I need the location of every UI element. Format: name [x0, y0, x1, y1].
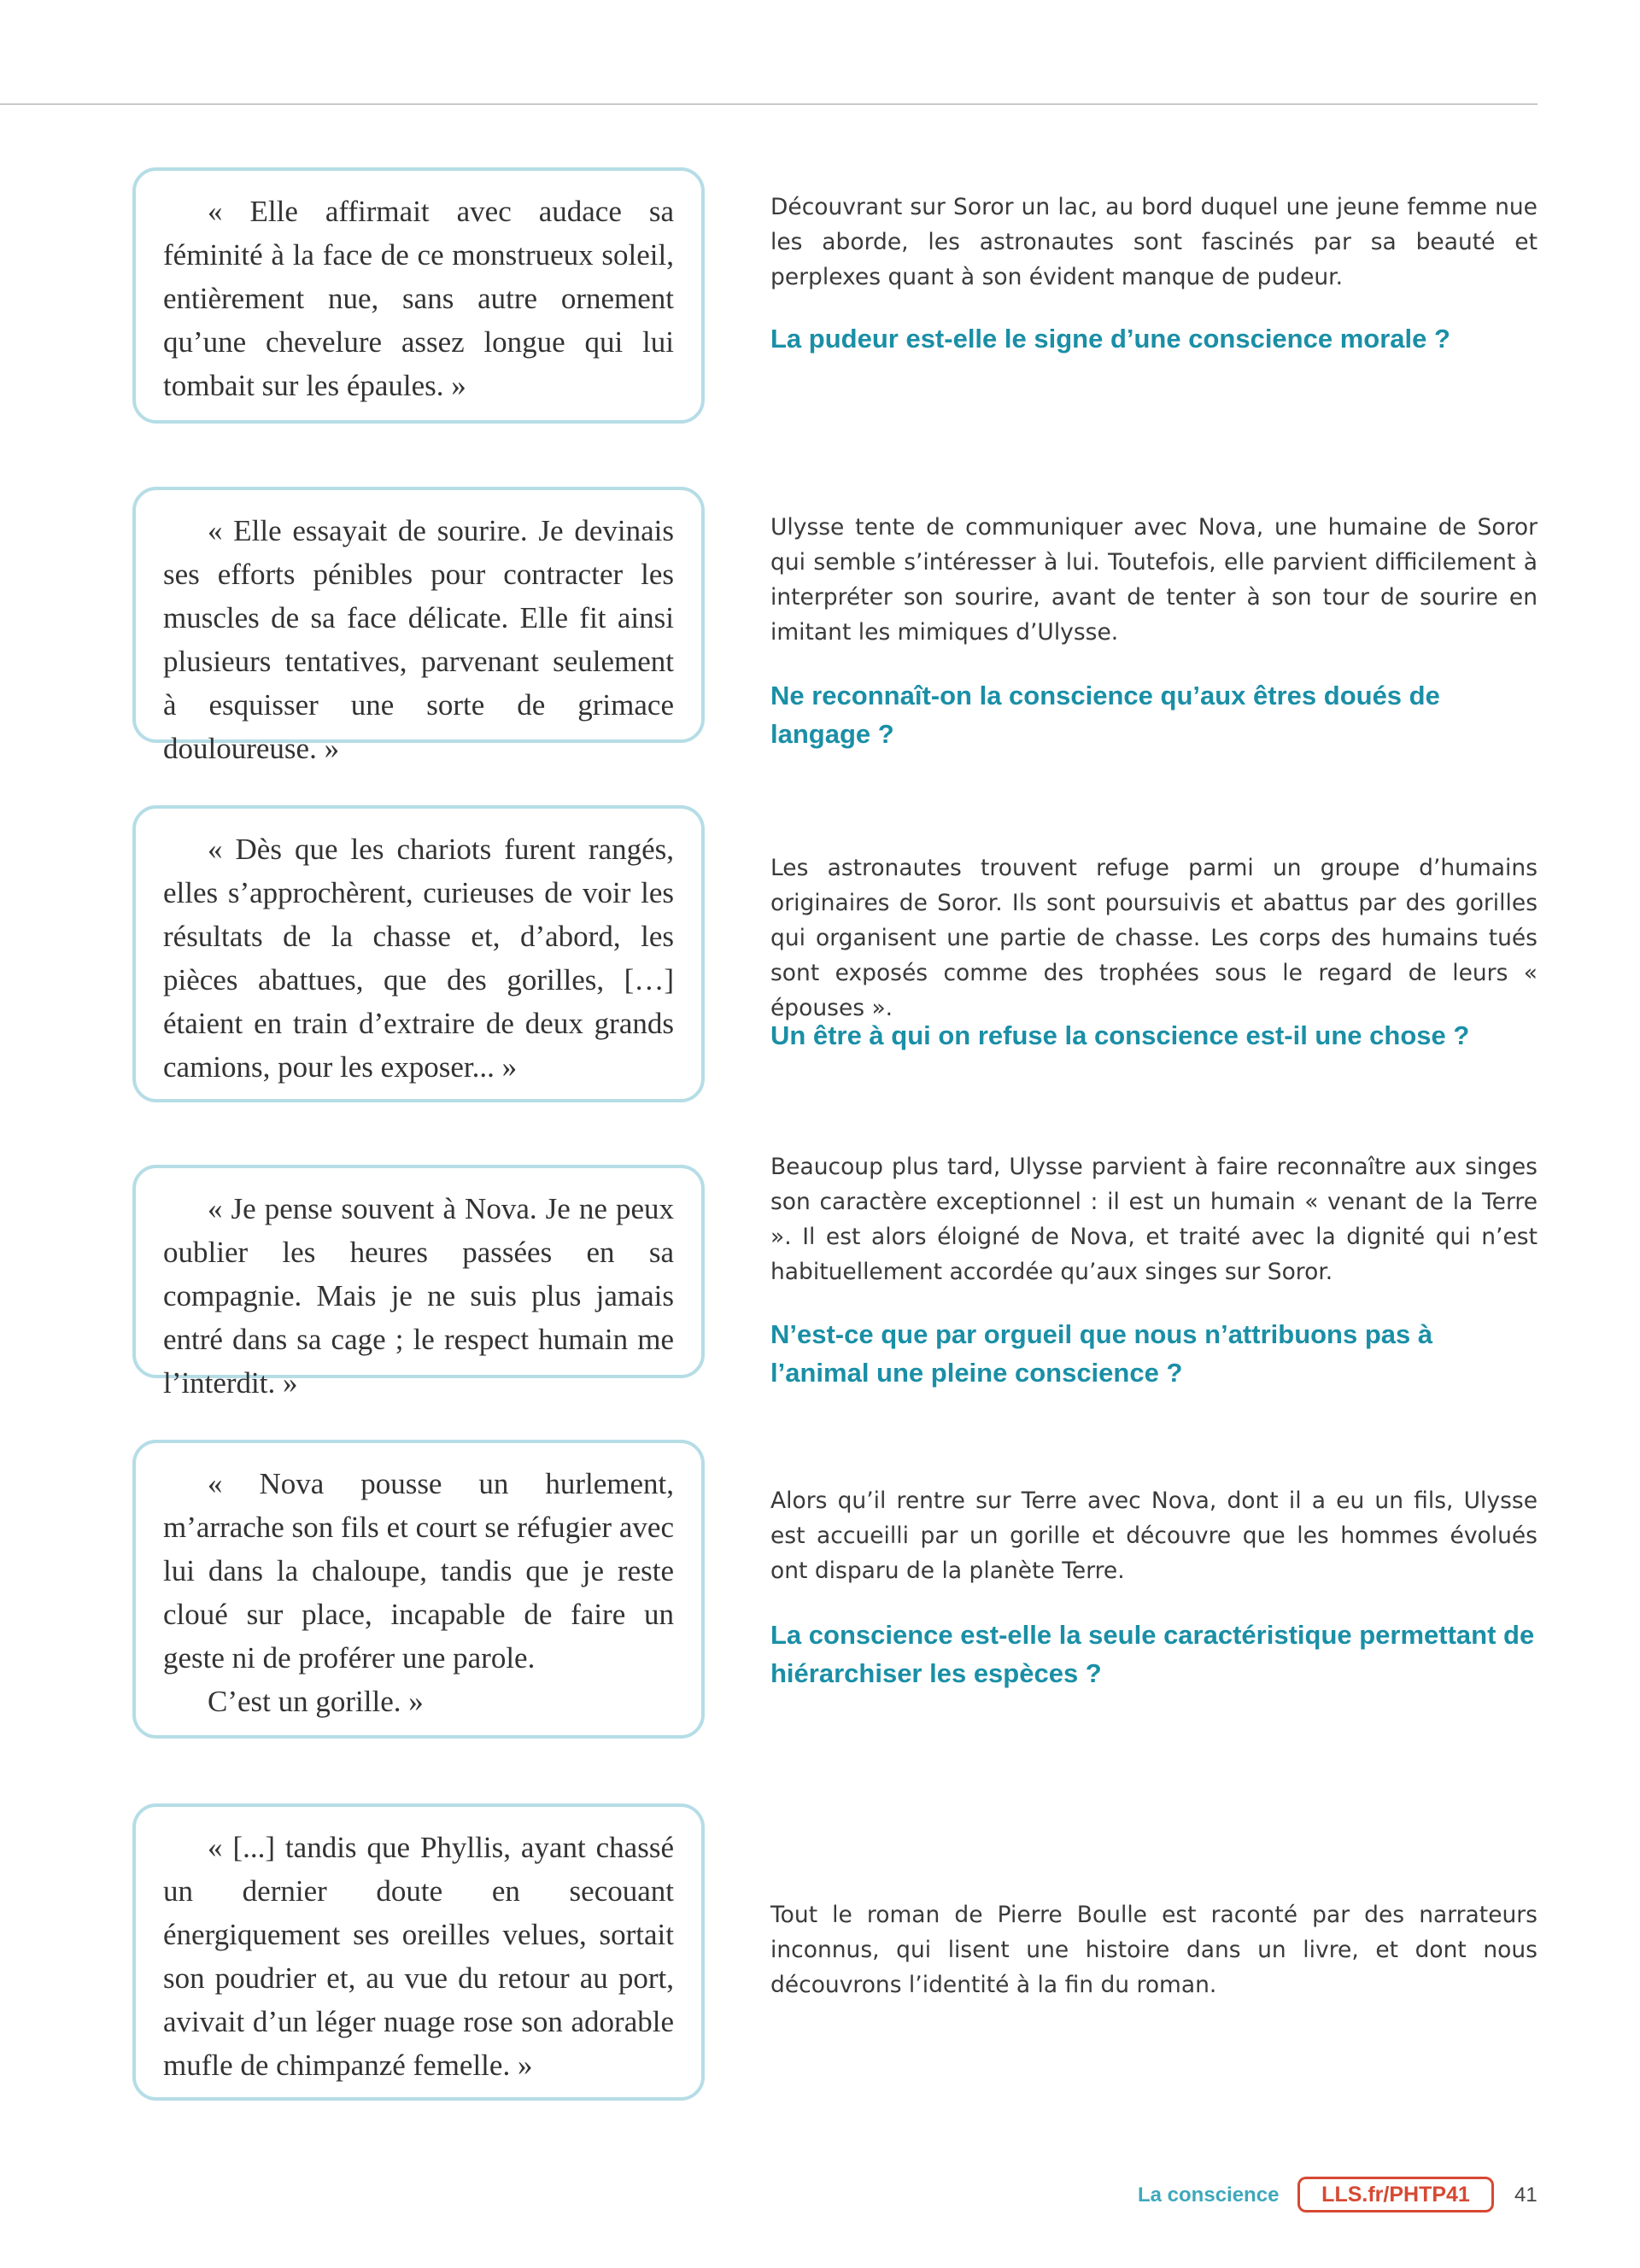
top-divider: [0, 103, 1538, 105]
page-number: 41: [1514, 2183, 1538, 2207]
quote-text: « [...] tandis que Phyllis, ayant chassé un dernier doute en secouant énergiquement ses oreilles velues, sortait son poudrier et, au vue du retour au port, avivait d’un léger nuage rose son adorable mufle de chimpanzé femelle. »: [163, 1831, 674, 2082]
question-2: Ne reconnaît-on la conscience qu’aux êtres doués de langage ?: [770, 681, 1440, 749]
description-5: Alors qu’il rentre sur Terre avec Nova, dont il a eu un fils, Ulysse est accueilli par un gorille et découvre que les hommes évolués ont disparu de la planète Terre.: [770, 1488, 1538, 1584]
quote-box-3: [132, 805, 705, 1102]
question-4: N’est-ce que par orgueil que nous n’attribuons pas à l’animal une pleine conscience ?: [770, 1319, 1433, 1388]
quote-box-2: [132, 487, 705, 765]
description-1: Découvrant sur Soror un lac, au bord duquel une jeune femme nue les aborde, les astronautes sont fascinés par sa beauté et perplexes quant à son évident manque de pudeur.: [770, 194, 1538, 290]
description-6: Tout le roman de Pierre Boulle est raconté par des narrateurs inconnus, qui lisent une histoire dans un livre, et dont nous découvrons l’identité à la fin du roman.: [770, 1902, 1538, 1998]
quote-box-4: [132, 1165, 705, 1400]
quote-text: « Je pense souvent à Nova. Je ne peux oublier les heures passées en sa compagnie. Mais je ne suis plus jamais entré dans sa cage ; le respect humain me l’interdit. »: [163, 1192, 674, 1400]
quote-box-5: [132, 1440, 705, 1739]
footer-section-title: La conscience: [1138, 2183, 1280, 2207]
quote-box-1: [132, 167, 705, 424]
quote-box-6: [132, 1803, 705, 2101]
quote-text: « Nova pousse un hurlement, m’arrache son fils et court se réfugier avec lui dans la chaloupe, tandis que je reste cloué sur place, incapable de faire un geste ni de proférer une parole.: [163, 1467, 674, 1675]
question-1: La pudeur est-elle le signe d’une conscience morale ?: [770, 324, 1450, 354]
quote-text: « Dès que les chariots furent rangés, elles s’approchèrent, curieuses de voir les résultats de la chasse et, d’abord, les pièces abattues, que des gorilles, […] étaient en train d’extraire de deux grands camions, pour les exposer... »: [163, 833, 674, 1084]
description-2: Ulysse tente de communiquer avec Nova, une humaine de Soror qui semble s’intéresser à lui. Toutefois, elle parvient difficilement à interpréter son sourire, avant de tenter à son tour de sourire en imitant les mimiques d’Ulysse.: [770, 514, 1538, 646]
footer-link-badge[interactable]: LLS.fr/PHTP41: [1297, 2177, 1494, 2212]
description-4: Beaucoup plus tard, Ulysse parvient à faire reconnaître aux singes son caractère exceptionnel : il est un humain « venant de la Terre ». Il est alors éloigné de Nova, et traité avec la dignité qui n’est habituellement accordée qu’aux singes sur Soror.: [770, 1154, 1538, 1285]
quote-text: C’est un gorille. »: [208, 1685, 424, 1718]
question-3: Un être à qui on refuse la conscience est-il une chose ?: [770, 1020, 1470, 1050]
quote-text: « Elle essayait de sourire. Je devinais ses efforts pénibles pour contracter les muscles de sa face délicate. Elle fit ainsi plusieurs tentatives, parvenant seulement à esquisser une sorte de grimace douloureuse. »: [163, 514, 674, 765]
question-5: La conscience est-elle la seule caractéristique permettant de hiérarchiser les espèces ?: [770, 1620, 1535, 1688]
description-3: Les astronautes trouvent refuge parmi un groupe d’humains originaires de Soror. Ils sont poursuivis et abattus par des gorilles qui organisent une partie de chasse. Les corps des humains tués sont exposés comme des trophées sous le regard de leurs « épouses ».: [770, 855, 1538, 1021]
quote-text: « Elle affirmait avec audace sa féminité à la face de ce monstrueux soleil, entièrement nue, sans autre ornement qu’une chevelure assez longue qui lui tombait sur les épaules. »: [163, 195, 674, 402]
